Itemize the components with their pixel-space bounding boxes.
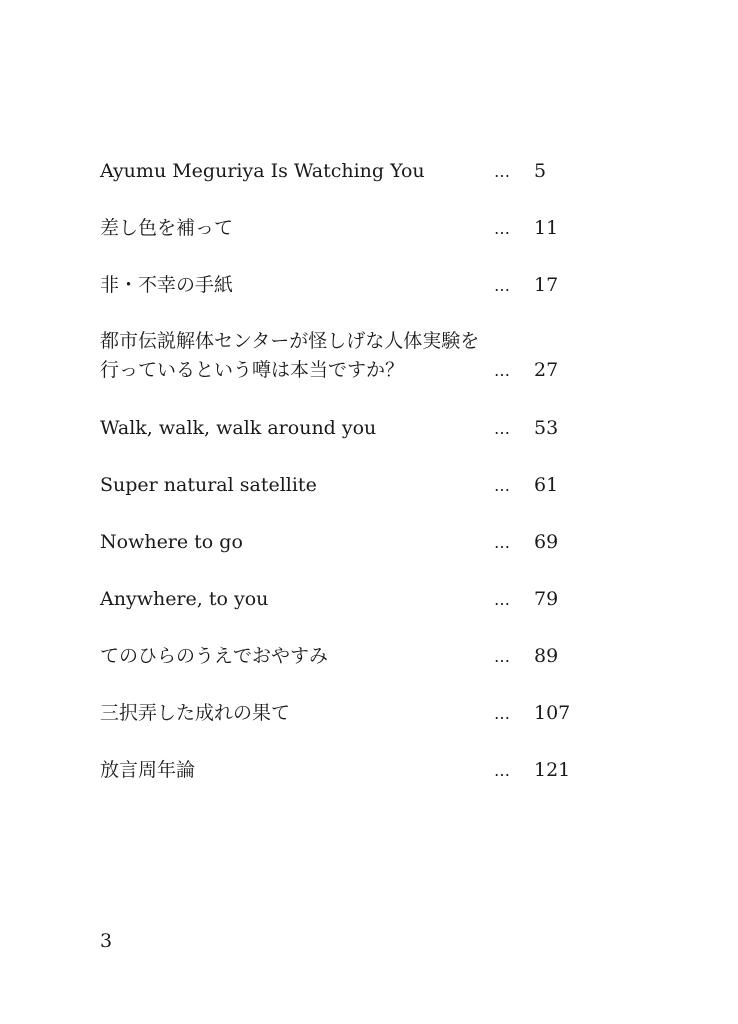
toc-entry-page: 11 [534, 217, 559, 239]
toc-leader-dots: … [494, 476, 511, 495]
toc-leader-dots: … [494, 361, 511, 380]
toc-entry-title-line2: 行っているという噂は本当ですか？ [100, 359, 405, 381]
toc-entry-page: 107 [534, 702, 571, 724]
toc-leader-dots: … [494, 533, 511, 552]
toc-entry-title: 三択弄した成れの果て [100, 702, 291, 724]
page-number: 3 [100, 930, 113, 952]
toc-leader-dots: … [494, 590, 511, 609]
toc-entry-title: 非・不幸の手紙 [100, 274, 234, 296]
toc-entry-title: Nowhere to go [100, 531, 243, 553]
toc-entry-page: 89 [534, 645, 559, 667]
toc-entry-title: Ayumu Meguriya Is Watching You [100, 160, 425, 182]
toc-entry-page: 27 [534, 359, 559, 381]
toc-entry-page: 61 [534, 474, 559, 496]
toc-entry-title: Walk, walk, walk around you [100, 417, 377, 439]
toc-entry-title: てのひらのうえでおやすみ [100, 645, 329, 667]
toc-leader-dots: … [494, 162, 511, 181]
toc-leader-dots: … [494, 647, 511, 666]
toc-entry-title-line1: 都市伝説解体センターが怪しげな人体実験を [100, 330, 480, 352]
toc-leader-dots: … [494, 761, 511, 780]
toc-leader-dots: … [494, 704, 511, 723]
toc-leader-dots: … [494, 419, 511, 438]
toc-entry-page: 69 [534, 531, 559, 553]
toc-leader-dots: … [494, 219, 511, 238]
toc-entry-page: 5 [534, 160, 547, 182]
toc-entry-page: 17 [534, 274, 559, 296]
toc-leader-dots: … [494, 276, 511, 295]
toc-entry-title: Super natural satellite [100, 474, 317, 496]
toc-entry-page: 79 [534, 588, 559, 610]
toc-entry-title: 放言周年論 [100, 759, 196, 781]
toc-entry-title: 差し色を補って [100, 217, 234, 239]
toc-entry-title: Anywhere, to you [100, 588, 269, 610]
toc-entry-page: 53 [534, 417, 559, 439]
toc-entry-page: 121 [534, 759, 571, 781]
